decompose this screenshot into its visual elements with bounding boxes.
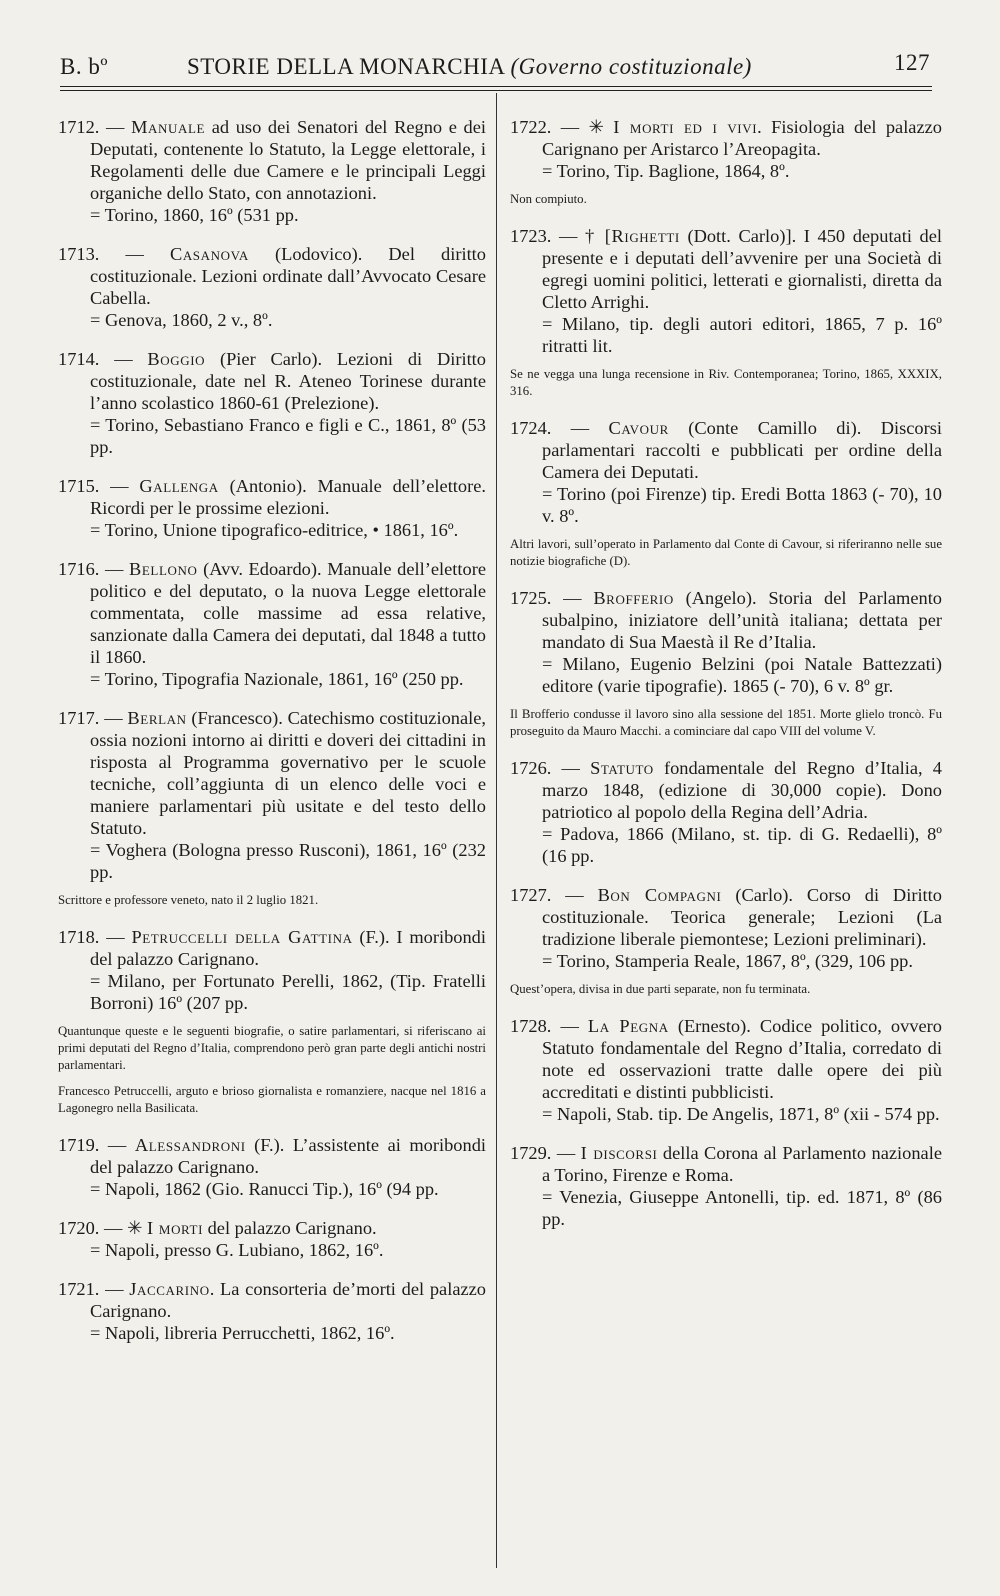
entry-title: (Carlo). Corso di Diritto costituzionale. Teorica generale; Lezioni (La tradizione liberale piemontese; Lezioni preliminari). — [542, 885, 942, 949]
entry-number: 1714. — [58, 349, 100, 369]
entry-number: 1717. — [58, 708, 100, 728]
entry-note: Francesco Petruccelli, arguto e brioso giornalista e romanziere, nacque nel 1816 a Lagonegro nella Basilicata. — [58, 1084, 486, 1115]
bibliography-entry — [510, 225, 942, 357]
bibliography-entry — [510, 884, 942, 972]
left-column — [58, 116, 486, 1361]
entry-body — [58, 1217, 486, 1239]
entry-author: Gallenga — [139, 476, 219, 496]
entry-number: 1725. — [510, 588, 552, 608]
entry-imprint: = Napoli, 1862 (Gio. Ranucci Tip.), 16º (94 pp. — [90, 1179, 439, 1199]
entry-author: La Pegna — [587, 1016, 669, 1036]
entry-number: 1724. — [510, 418, 552, 438]
entry-number: 1720. — [58, 1218, 100, 1238]
header-rule-double — [60, 90, 932, 91]
entry-dash: — — [99, 476, 140, 496]
entry-dash: — ✳ — [551, 117, 614, 137]
entry-body — [510, 587, 942, 653]
entry-imprint: = Milano, per Fortunato Perelli, 1862, (Tip. Fratelli Borroni) 16º (207 pp. — [90, 971, 486, 1013]
entry-imprint: = Torino, Tipografia Nazionale, 1861, 16º (250 pp. — [90, 669, 464, 689]
bibliography-entry — [58, 243, 486, 331]
entry-imprint: = Torino, 1860, 16º (531 pp. — [90, 205, 299, 225]
entry-title: (Pier Carlo). Lezioni di Diritto costituzionale, date nel R. Ateneo Torinese durante l’anno scolastico 1860-61 (Prelezione). — [90, 349, 486, 413]
entry-note: Quantunque queste e le seguenti biografie, o satire parlamentari, si riferiscano ai primi deputati del Regno d’Italia, comprendono però gran parte degli antichi nostri parlamentari. — [58, 1024, 486, 1072]
entry-number: 1713. — [58, 244, 100, 264]
entry-number: 1721. — [58, 1279, 100, 1299]
entry-author: [Righetti — [604, 226, 680, 246]
entry-imprint: = Milano, tip. degli autori editori, 1865, 7 p. 16º ritratti lit. — [542, 314, 942, 356]
entry-body — [58, 558, 486, 668]
entry-imprint: = Napoli, presso G. Lubiano, 1862, 16º. — [90, 1240, 384, 1260]
entry-number: 1719. — [58, 1135, 100, 1155]
entry-dash: — — [99, 349, 148, 369]
entry-title: (Avv. Edoardo). Manuale dell’elettore politico e del deputato, o la nuova Legge elettorale commentata, colle massime ad essa relative, sanzionate dalla Camera dei deputati, dal 1848 a tutto il 1860. — [90, 559, 486, 667]
entry-dash: — — [551, 1143, 581, 1163]
entry-dash: — — [99, 559, 130, 579]
entry-author: Boggio — [147, 349, 206, 369]
column-divider — [496, 93, 497, 1568]
entry-number: 1715. — [58, 476, 100, 496]
entry-body — [510, 884, 942, 950]
right-column — [510, 116, 942, 1247]
entry-body — [58, 926, 486, 970]
entry-dash: — — [551, 1016, 588, 1036]
entry-body — [58, 1278, 486, 1322]
entry-body — [58, 707, 486, 839]
bibliography-entry — [510, 116, 942, 182]
bibliography-entry — [510, 417, 942, 527]
entry-imprint: = Napoli, libreria Perrucchetti, 1862, 16º. — [90, 1323, 395, 1343]
entry-title: (F.). I moribondi del palazzo Carignano. — [90, 927, 486, 969]
entry-title: (Antonio). Manuale dell’elettore. Ricordi per le prossime elezioni. — [90, 476, 486, 518]
entry-number: 1728. — [510, 1016, 552, 1036]
bibliography-entry — [58, 707, 486, 883]
entry-dash: — — [99, 1135, 135, 1155]
bibliography-entry — [510, 587, 942, 697]
entry-imprint: = Genova, 1860, 2 v., 8º. — [90, 310, 273, 330]
entry-number: 1722. — [510, 117, 552, 137]
entry-body — [510, 225, 942, 313]
entry-dash: — — [551, 588, 594, 608]
entry-dash: — † — [551, 226, 605, 246]
entry-author: Manuale — [131, 117, 206, 137]
entry-imprint: = Napoli, Stab. tip. De Angelis, 1871, 8º (xii - 574 pp. — [542, 1104, 940, 1124]
bibliography-entry — [58, 348, 486, 458]
bibliography-entry — [58, 116, 486, 226]
entry-note: Quest’opera, divisa in due parti separate, non fu terminata. — [510, 982, 811, 996]
entry-imprint: = Torino, Stamperia Reale, 1867, 8º, (329, 106 pp. — [542, 951, 913, 971]
entry-author: Jaccarino — [129, 1279, 210, 1299]
entry-author: Casanova — [169, 244, 249, 264]
entry-imprint: = Padova, 1866 (Milano, st. tip. di G. Redaelli), 8º (16 pp. — [542, 824, 942, 866]
entry-note: Non compiuto. — [510, 192, 587, 206]
entry-author: Alessandroni — [134, 1135, 246, 1155]
entry-number: 1726. — [510, 758, 552, 778]
entry-imprint: = Torino, Sebastiano Franco e figli e C., 1861, 8º (53 pp. — [90, 415, 486, 457]
entry-title: (Conte Camillo di). Discorsi parlamentari raccolti e pubblicati per ordine della Camera dei Deputati. — [542, 418, 942, 482]
entry-title: del palazzo Carignano. — [203, 1218, 377, 1238]
entry-number: 1723. — [510, 226, 552, 246]
entry-title: (Lodovico). Del diritto costituzionale. Lezioni ordinate dall’Avvocato Cesare Cabella. — [90, 244, 486, 308]
bibliography-entry — [58, 558, 486, 690]
bibliography-entry — [58, 1278, 486, 1344]
entry-note: Altri lavori, sull’operato in Parlamento dal Conte di Cavour, si riferiranno nelle sue notizie biografiche (D). — [510, 537, 942, 568]
entry-number: 1716. — [58, 559, 100, 579]
entry-author: Brofferio — [593, 588, 674, 608]
entry-author: Cavour — [608, 418, 669, 438]
header-title: STORIE DELLA MONARCHIA (Governo costituzionale) — [187, 54, 752, 79]
entry-title: . La consorteria de’morti del palazzo Carignano. — [90, 1279, 486, 1321]
bibliography-entry — [58, 926, 486, 1014]
entry-body — [58, 1134, 486, 1178]
entry-body — [58, 348, 486, 414]
header-rule — [60, 86, 932, 87]
entry-dash: — — [99, 927, 132, 947]
entry-dash: — — [99, 117, 132, 137]
entry-note: Il Brofferio condusse il lavoro sino alla sessione del 1851. Morte glielo troncò. Fu proseguito da Mauro Macchi. a cominciare dal capo VIII del volume V. — [510, 707, 942, 738]
entry-author: I morti — [146, 1218, 204, 1238]
entry-imprint: = Torino, Unione tipografico-editrice, • 1861, 16º. — [90, 520, 459, 540]
header-subtitle: (Governo costituzionale) — [510, 54, 752, 79]
entry-author: Statuto — [590, 758, 654, 778]
entry-imprint: = Torino (poi Firenze) tip. Eredi Botta 1863 (- 70), 10 v. 8º. — [542, 484, 942, 526]
entry-body — [58, 116, 486, 204]
entry-body — [510, 1142, 942, 1186]
bibliography-entry — [58, 475, 486, 541]
entry-imprint: = Venezia, Giuseppe Antonelli, tip. ed. 1871, 8º (86 pp. — [542, 1187, 942, 1229]
entry-body — [510, 1015, 942, 1103]
bibliography-entry — [58, 1217, 486, 1261]
bibliography-entry — [510, 757, 942, 867]
entry-title: (Dott. Carlo)]. I 450 deputati del presente e i deputati dell’avvenire per una Società di egregi uomini politici, letterati e giornalisti, diretta da Cletto Arrighi. — [542, 226, 943, 312]
entry-title: fondamentale del Regno d’Italia, 4 marzo 1848, (edizione di 30,000 copie). Dono patriotico al popolo della Regina dell’Adria. — [542, 758, 942, 822]
entry-body — [510, 417, 942, 483]
entry-dash: — — [551, 885, 598, 905]
entry-body — [58, 475, 486, 519]
entry-body — [510, 116, 942, 160]
bibliography-entry — [510, 1015, 942, 1125]
entry-number: 1727. — [510, 885, 552, 905]
entry-title: (Angelo). Storia del Parlamento subalpino, iniziatore dell’unità italiana; dettata per mandato di Sua Maestà il Re d’Italia. — [542, 588, 943, 652]
entry-author: Petruccelli della Gattina — [131, 927, 353, 947]
entry-author: Bellono — [129, 559, 198, 579]
entry-dash: — — [99, 1279, 130, 1299]
entry-title: (F.). L’assistente ai moribondi del palazzo Carignano. — [90, 1135, 487, 1177]
header-signature: B. bº — [60, 54, 108, 79]
entry-title: (Francesco). Catechismo costituzionale, ossia nozioni intorno ai diritti e doveri dei cittadini in risposta al Programma governativo per le scuole tecniche, coll’aggiunta di un elenco delle voci e maniere parlamentari più usitate e del testo dello Statuto. — [90, 708, 486, 838]
entry-imprint: = Voghera (Bologna presso Rusconi), 1861, 16º (232 pp. — [90, 840, 486, 882]
entry-note: Se ne vegga una lunga recensione in Riv. Contemporanea; Torino, 1865, XXXIX, 316. — [510, 367, 942, 398]
entry-number: 1718. — [58, 927, 100, 947]
entry-title: . Fisiologia del palazzo Carignano per Aristarco l’Areopagita. — [542, 117, 942, 159]
entry-dash: — — [99, 708, 128, 728]
entry-author: Bon Compagni — [597, 885, 722, 905]
entry-dash: — — [551, 418, 609, 438]
entry-number: 1729. — [510, 1143, 552, 1163]
entry-dash: — ✳ — [99, 1218, 147, 1238]
entry-dash: — — [551, 758, 591, 778]
entry-dash: — — [99, 244, 170, 264]
entry-imprint: = Milano, Eugenio Belzini (poi Natale Battezzati) editore (varie tipografie). 1865 (- 70), 6 v. 8º gr. — [542, 654, 942, 696]
entry-title: (Ernesto). Codice politico, ovvero Statuto fondamentale del Regno d’Italia, corredato di note ed osservazioni tratte dalle opere dei più accreditati e distinti pubblicisti. — [542, 1016, 942, 1102]
entry-imprint: = Torino, Tip. Baglione, 1864, 8º. — [542, 161, 790, 181]
entry-author: Berlan — [127, 708, 187, 728]
bibliography-entry — [510, 1142, 942, 1230]
entry-note: Scrittore e professore veneto, nato il 2 luglio 1821. — [58, 893, 319, 907]
entry-number: 1712. — [58, 117, 100, 137]
page-number: 127 — [894, 50, 930, 75]
entry-body — [58, 243, 486, 309]
bibliography-entry — [58, 1134, 486, 1200]
running-header — [60, 50, 930, 84]
entry-author: I discorsi — [580, 1143, 658, 1163]
entry-author: I morti ed i vivi — [613, 117, 758, 137]
entry-title: ad uso dei Senatori del Regno e dei Deputati, contenente lo Statuto, la Legge elettorale, i Regolamenti delle due Camere e le principali Leggi organiche dello Stato, con annotazioni. — [90, 117, 486, 203]
entry-body — [510, 757, 942, 823]
entry-title: della Corona al Parlamento nazionale a Torino, Firenze e Roma. — [542, 1143, 942, 1185]
